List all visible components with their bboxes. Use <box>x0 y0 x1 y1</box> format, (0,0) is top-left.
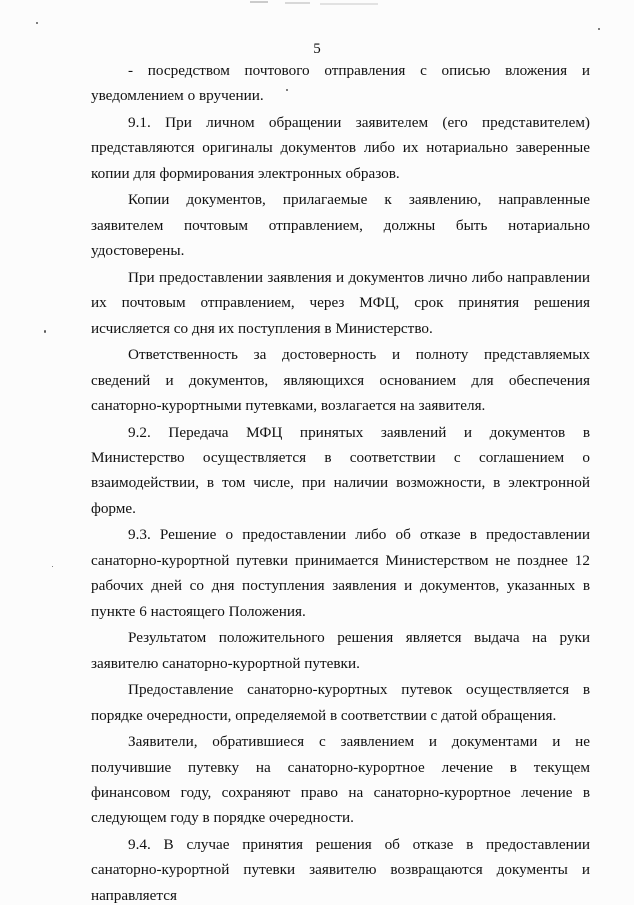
paragraph: При предоставлении заявления и документов лично либо направлении их почтовым отправлением, через МФЦ, срок принятия решения исчисляется со дня их поступления в Министерство. <box>91 268 590 337</box>
paragraph: 9.1. При личном обращении заявителем (его представителем) представляются оригиналы документов либо их нотариально заверенные копии для формирования электронных образов. <box>91 114 590 182</box>
scan-speck <box>598 28 600 30</box>
page-number: 5 <box>313 41 321 57</box>
document-body <box>91 58 590 908</box>
scan-speck <box>52 566 53 567</box>
scan-speck <box>36 22 38 24</box>
paragraph: Результатом положительного решения является выдача на руки заявителю санаторно-курортной путевки. <box>91 629 590 672</box>
paragraph: Заявители, обратившиеся с заявлением и документами и не получившие путевку на санаторно-курортное лечение в текущем финансовом году, сохраняют право на санаторно-курортное лечение в следующем году в порядке очередности. <box>91 733 590 827</box>
scan-artifact <box>250 0 380 6</box>
paragraph: Ответственность за достоверность и полноту представляемых сведений и документов, являющихся основанием для обеспечения санаторно-курортными путевками, возлагается на заявителя. <box>91 346 590 415</box>
paragraph: 9.2. Передача МФЦ принятых заявлений и документов в Министерство осуществляется в соответствии с соглашением о взаимодействии, в том числе, при наличии возможности, в электронной форме. <box>91 423 590 517</box>
paragraph: - посредством почтового отправления с описью вложения и уведомлением о вручении. <box>91 62 590 105</box>
scan-speck <box>44 330 46 333</box>
paragraph: 9.3. Решение о предоставлении либо об отказе в предоставлении санаторно-курортной путевки принимается Министерством не позднее 12 рабочих дней со дня поступления заявления и документов, указанных в пункте 6 настоящего Положения. <box>91 526 590 620</box>
paragraph: Копии документов, прилагаемые к заявлению, направленные заявителем почтовым отправлением, должны быть нотариально удостоверены. <box>91 191 590 260</box>
paragraph: 9.4. В случае принятия решения об отказе в предоставлении санаторно-курортной путевки заявителю возвращаются документы и направляется <box>91 836 590 904</box>
paragraph: Предоставление санаторно-курортных путевок осуществляется в порядке очередности, определяемой в соответствии с датой обращения. <box>91 681 590 724</box>
